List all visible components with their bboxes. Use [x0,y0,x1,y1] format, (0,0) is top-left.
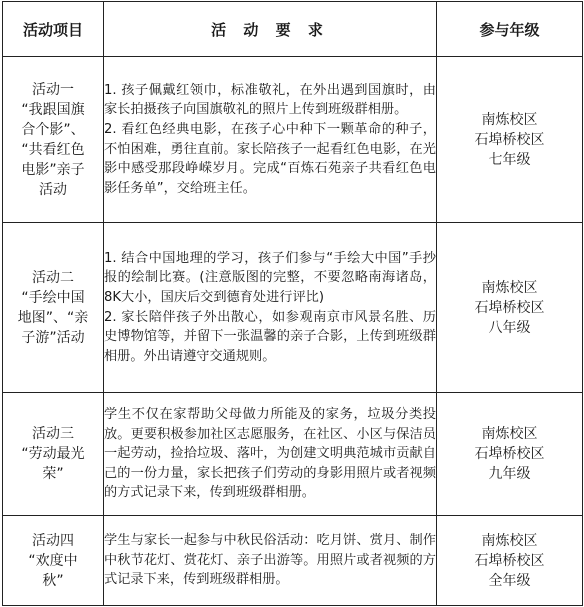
activity-requirements-cell [104,516,437,606]
activity-requirements-cell [104,223,437,393]
requirement-paragraph: 1. 孩子佩戴红领巾，标准敬礼，在外出遇到国旗时，由家长拍摄孩子向国旗敬礼的照片上传到班级群相册。 [104,82,436,118]
activity-name-line: 活动三 [32,426,74,442]
grade-line: 八年级 [488,319,531,336]
activity-name-line: 活动四 [32,532,74,549]
activity-name-line: “我跟国旗 [21,101,85,118]
header-grade: 参与年级 [437,2,583,57]
table-row [3,393,583,516]
requirement-paragraph: 2. 家长陪伴孩子外出散心，如参观南京市风景名胜、历史博物馆等，并留下一张温馨的亲子合影，上传到班级群相册。外出请遵守交通规则。 [104,309,436,364]
requirement-paragraph: 学生与家长一起参与中秋民俗活动：吃月饼、赏月、制作中秋节花灯、赏花灯、亲子出游等。用照片或者视频的方式记录下来，传到班级群相册。 [104,533,436,588]
activity-name-cell [3,223,104,393]
activity-name-line: 地图”、“亲 [17,309,89,326]
activity-name-line: 合个影”、 [21,121,85,138]
grade-line: 全年级 [488,572,531,589]
table-row [3,223,583,393]
grade-line: 南炼校区 [481,111,538,128]
activity-name-line: 电影”亲子 [21,161,85,178]
table-row [3,57,583,223]
grade-line: 石埠桥校区 [474,131,545,148]
activity-name-line: 荣” [42,466,64,482]
activity-requirements-cell [104,393,437,516]
activity-name-cell [3,393,104,516]
table-body [3,57,583,606]
activity-name-line: “共看红色 [21,141,85,158]
grade-cell [437,393,583,516]
grade-cell [437,516,583,606]
activity-name-line: “手绘中国 [21,289,85,306]
requirement-paragraph: 2. 看红色经典电影，在孩子心中种下一颗革命的种子，不怕困难，勇往直前。家长陪孩子一起看红色电影，在光影中感受那段峥嵘岁月。完成“百炼石苑亲子共看红色电影任务单”，交给班主任。 [104,121,436,196]
grade-line: 九年级 [488,466,531,482]
grade-line: 石埠桥校区 [474,299,545,316]
grade-line: 南炼校区 [481,532,538,549]
grade-line: 石埠桥校区 [474,446,545,462]
activity-requirements-cell [104,57,437,223]
header-requirements: 活 动 要 求 [104,2,437,57]
header-project: 活动项目 [3,2,104,57]
requirement-paragraph: 1. 结合中国地理的学习，孩子们参与“手绘大中国”手抄报的绘制比赛。(注意版图的完整，不要忽略南海诸岛，8K大小，国庆后交到德育处进行评比) [104,250,436,305]
activity-table [2,1,583,606]
activity-name-line: “劳动最光 [21,446,85,462]
requirement-paragraph: 学生不仅在家帮助父母做力所能及的家务，垃圾分类投放。更要积极参加社区志愿服务，在社区、小区与保洁员一起劳动，捡拾垃圾、落叶，为创建文明典范城市贡献自己的一份力量，家长把孩子们劳动的身影用照片或者视频的方式记录下来，传到班级群相册。 [104,407,436,501]
activity-name-line: 活动 [39,181,67,198]
activity-name-cell [3,57,104,223]
activity-name-line: 活动二 [32,269,74,286]
grade-line: 南炼校区 [481,426,538,442]
activity-name-line: 秋” [42,572,64,589]
activity-name-line: 活动一 [32,81,74,98]
activity-name-line: “欢度中 [28,552,78,569]
grade-line: 南炼校区 [481,279,538,296]
header-row [3,2,583,57]
grade-line: 石埠桥校区 [474,552,545,569]
grade-cell [437,223,583,393]
activity-name-cell [3,516,104,606]
grade-line: 七年级 [488,151,531,168]
table-row [3,516,583,606]
activity-name-line: 子游”活动 [21,329,85,346]
grade-cell [437,57,583,223]
